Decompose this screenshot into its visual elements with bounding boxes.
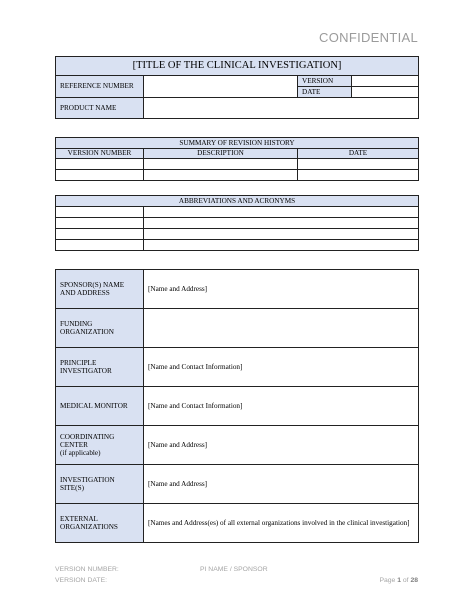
revision-history-table bbox=[55, 137, 419, 181]
sponsor-label: SPONSOR(S) NAME AND ADDRESS bbox=[56, 270, 144, 309]
reference-number-field[interactable] bbox=[144, 76, 298, 98]
confidential-label: CONFIDENTIAL bbox=[319, 30, 418, 45]
abbreviations-heading: ABBREVIATIONS AND ACRONYMS bbox=[56, 196, 419, 207]
table-cell[interactable] bbox=[56, 159, 144, 170]
table-cell[interactable] bbox=[144, 229, 419, 240]
table-row bbox=[56, 159, 419, 170]
table-cell[interactable] bbox=[56, 240, 144, 251]
revision-history-heading: SUMMARY OF REVISION HISTORY bbox=[56, 138, 419, 149]
table-cell[interactable] bbox=[144, 240, 419, 251]
product-name-label: PRODUCT NAME bbox=[56, 98, 144, 119]
footer-version-date: VERSION DATE: bbox=[55, 577, 107, 584]
table-cell[interactable] bbox=[56, 229, 144, 240]
column-header-description: DESCRIPTION bbox=[144, 149, 298, 159]
column-header-version-number: VERSION NUMBER bbox=[56, 149, 144, 159]
table-cell[interactable] bbox=[56, 170, 144, 181]
medical-monitor-field[interactable]: [Name and Contact Information] bbox=[144, 387, 419, 426]
table-row bbox=[56, 218, 419, 229]
principle-investigator-label: PRINCIPLE INVESTIGATOR bbox=[56, 348, 144, 387]
table-cell[interactable] bbox=[298, 159, 419, 170]
coordinating-center-label bbox=[56, 426, 144, 465]
footer-page-number bbox=[379, 577, 418, 584]
table-cell[interactable] bbox=[144, 207, 419, 218]
coordinating-center-label-text: COORDINATING CENTER bbox=[60, 432, 115, 449]
column-header-date: DATE bbox=[298, 149, 419, 159]
footer-pi-sponsor: PI NAME / SPONSOR bbox=[200, 566, 268, 573]
date-field[interactable] bbox=[352, 87, 419, 98]
product-name-field[interactable] bbox=[144, 98, 419, 119]
contacts-table bbox=[55, 269, 419, 543]
page-prefix: Page bbox=[379, 577, 396, 584]
funding-organization-label: FUNDING ORGANIZATION bbox=[56, 309, 144, 348]
sponsor-field[interactable]: [Name and Address] bbox=[144, 270, 419, 309]
coordinating-center-field[interactable]: [Name and Address] bbox=[144, 426, 419, 465]
table-row bbox=[56, 229, 419, 240]
table-row bbox=[56, 240, 419, 251]
external-organizations-label: EXTERNAL ORGANIZATIONS bbox=[56, 504, 144, 543]
table-cell[interactable] bbox=[144, 159, 298, 170]
table-row bbox=[56, 207, 419, 218]
abbreviations-table bbox=[55, 195, 419, 251]
medical-monitor-label: MEDICAL MONITOR bbox=[56, 387, 144, 426]
investigation-title: [TITLE OF THE CLINICAL INVESTIGATION] bbox=[56, 57, 419, 76]
title-block-table bbox=[55, 56, 419, 119]
funding-organization-field[interactable] bbox=[144, 309, 419, 348]
reference-number-label: REFERENCE NUMBER bbox=[56, 76, 144, 98]
table-cell[interactable] bbox=[144, 170, 298, 181]
table-row bbox=[56, 170, 419, 181]
coordinating-center-sublabel: (if applicable) bbox=[60, 449, 101, 458]
page-total: 28 bbox=[410, 577, 418, 584]
footer-version-number: VERSION NUMBER: bbox=[55, 566, 119, 573]
date-label: DATE bbox=[298, 87, 352, 98]
table-cell[interactable] bbox=[56, 207, 144, 218]
version-label: VERSION bbox=[298, 76, 352, 87]
page-current: 1 bbox=[397, 577, 401, 584]
principle-investigator-field[interactable]: [Name and Contact Information] bbox=[144, 348, 419, 387]
investigation-sites-field[interactable]: [Name and Address] bbox=[144, 465, 419, 504]
investigation-sites-label: INVESTIGATION SITE(S) bbox=[56, 465, 144, 504]
page-of: of bbox=[402, 577, 409, 584]
table-cell[interactable] bbox=[56, 218, 144, 229]
table-cell[interactable] bbox=[144, 218, 419, 229]
table-cell[interactable] bbox=[298, 170, 419, 181]
version-field[interactable] bbox=[352, 76, 419, 87]
external-organizations-field[interactable]: [Names and Address(es) of all external organizations involved in the clinical investigation] bbox=[144, 504, 419, 543]
